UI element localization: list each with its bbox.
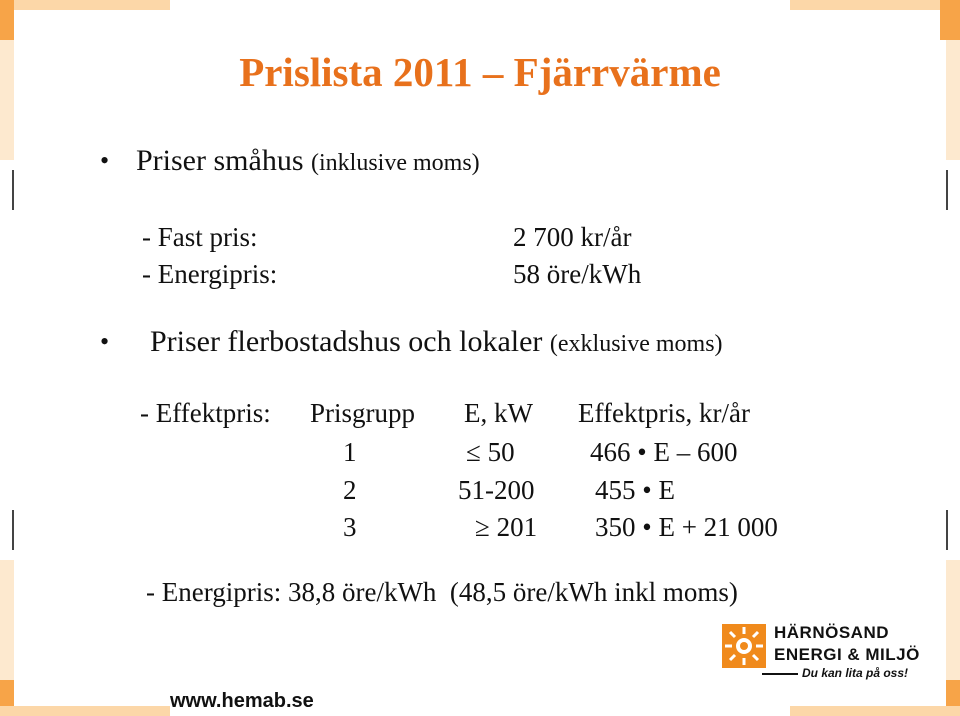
section2-heading: Priser flerbostadshus och lokaler xyxy=(150,325,543,358)
energy-price-line: - Energipris: 38,8 öre/kWh (48,5 öre/kWh inkl moms) xyxy=(146,577,738,607)
bullet-section1: • xyxy=(100,146,110,175)
frame-left-lower xyxy=(0,560,14,680)
section1-row-value-1: 58 öre/kWh xyxy=(513,259,642,289)
row-group-0: 1 xyxy=(343,437,357,467)
frame-top-right-dark xyxy=(940,0,960,40)
section1-row-label-1: - Energipris: xyxy=(142,259,278,289)
row-range-2: ≥ 201 xyxy=(475,512,538,542)
logo-line1: HÄRNÖSAND xyxy=(774,623,889,642)
bullet-section2: • xyxy=(100,327,110,356)
row-price-1: 455 • E xyxy=(595,475,675,505)
frame-tick-right-top xyxy=(946,170,948,210)
section1-heading: Priser småhus xyxy=(136,144,304,177)
frame-top-left xyxy=(0,0,170,10)
col-header-group: Prisgrupp xyxy=(310,398,416,428)
section1-heading-line xyxy=(136,144,480,178)
frame-tick-right-bottom xyxy=(946,510,948,550)
section1-row-value-0: 2 700 kr/år xyxy=(513,222,632,252)
sun-logo-icon xyxy=(722,624,766,668)
row-group-1: 2 xyxy=(343,475,357,505)
frame-bottom-left xyxy=(0,706,170,716)
row-price-2: 350 • E + 21 000 xyxy=(595,512,778,542)
page-title: Prislista 2011 – Fjärrvärme xyxy=(239,49,721,95)
website-link[interactable]: www.hemab.se xyxy=(170,690,314,712)
frame-tick-left-bottom xyxy=(12,510,14,550)
section1-row-label-0: - Fast pris: xyxy=(142,222,258,252)
slogan-rule xyxy=(762,673,798,675)
col-header-kw: E, kW xyxy=(464,398,533,428)
row-range-1: 51-200 xyxy=(458,475,535,505)
row-price-0: 466 • E – 600 xyxy=(590,437,738,467)
section2-heading-line xyxy=(150,325,723,359)
frame-tick-left-top xyxy=(12,170,14,210)
effekt-label: - Effektpris: xyxy=(140,398,271,428)
col-header-price: Effektpris, kr/år xyxy=(578,398,750,428)
frame-top-right xyxy=(790,0,960,10)
row-group-2: 3 xyxy=(343,512,357,542)
company-logo xyxy=(722,620,932,688)
frame-bottom-right xyxy=(790,706,960,716)
frame-right-lower xyxy=(946,560,960,680)
row-range-0: ≤ 50 xyxy=(466,437,515,467)
section2-note: (exklusive moms) xyxy=(549,331,723,357)
logo-line2: ENERGI & MILJÖ xyxy=(774,645,920,664)
logo-slogan: Du kan lita på oss! xyxy=(802,666,909,680)
frame-top-left-dark xyxy=(0,0,14,40)
section1-note: (inklusive moms) xyxy=(311,150,480,176)
